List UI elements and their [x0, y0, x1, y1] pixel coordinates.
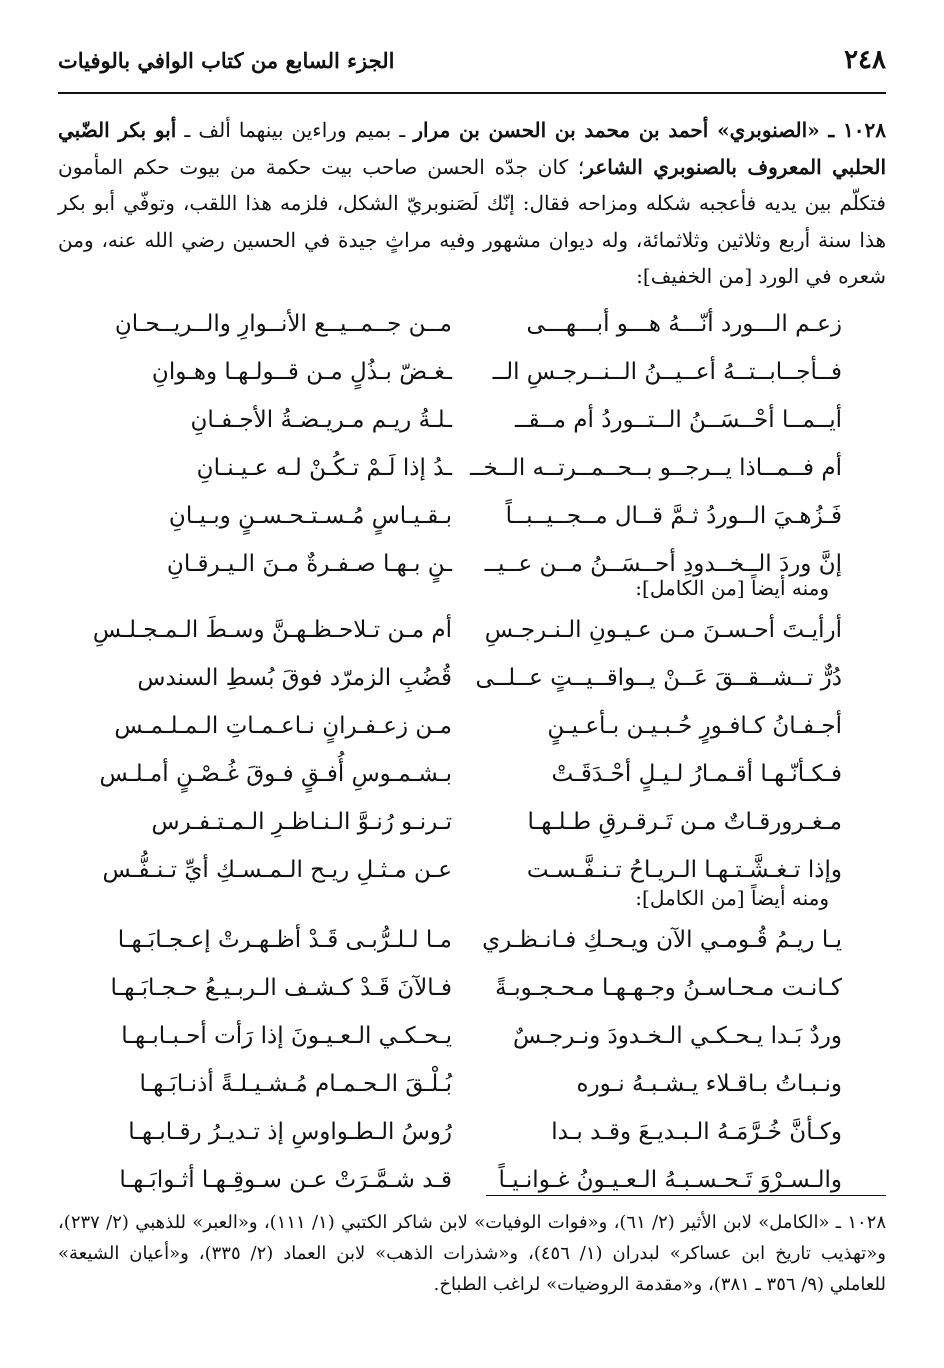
- verse-line: [58, 444, 886, 492]
- verse-first-hemistich: إنَّ وردَ الــخــدودِ أحــسَــنُ مــن عــيــ: [484, 551, 842, 577]
- verse-line: [58, 396, 886, 444]
- verse-second-hemistich: تـرنـو رُنـوَّ الـنـاظـرِ الـمـتـفـرس: [151, 809, 452, 835]
- verse-second-hemistich: بُـلْـقَ الـحـمـام مُـشـيـلـةً أذنـابَـهـا: [139, 1071, 452, 1097]
- entry-intro: [58, 112, 886, 295]
- entry-number: ١٠٢٨ ـ: [819, 118, 886, 142]
- meter-label-3: ومنه أيضاً [من الكامل]:: [635, 886, 829, 910]
- verse-second-hemistich: رُوسُ الـطـواوسِ إذ تـديـرُ رقـابـهـا: [128, 1119, 452, 1145]
- verse-second-hemistich: ـدُ إذا لَـمْ تـكُـنْ لـه عـيـنـانِ: [196, 455, 452, 481]
- footnote: ١٠٢٨ ـ «الكامل» لابن الأثير (٢/ ٦١)، و«فوات الوفيات» لابن شاكر الكتبي (١/ ١١١)، و«العبر» للذهبي (٢/ ٢٣٧)، و«تهذيب تاريخ ابن عساكر» لبدران (١/ ٤٥٦)، و«شذرات الذهب» لابن العماد (٢/ ٣٣٥)، و«أعيان الشيعة» للعاملي (٩/ ٣٥٦ ـ ٣٨١)، و«مقدمة الروضيات» لراغب الطباخ.: [58, 1212, 887, 1295]
- verse-line: [58, 1156, 886, 1204]
- verse-second-hemistich: ـغـضّ بـذُلٍ مـن قــولـهـا وهـوانِ: [151, 359, 452, 385]
- verse-first-hemistich: أيــمــا أحْــسَــنُ الــتــوردُ أم مــقــ: [515, 407, 842, 433]
- verse-first-hemistich: فـكـأنّـهـا أقـمـارُ لـيـلٍ أحْـدَقَـتْ: [551, 761, 842, 787]
- page-number: ٢٤٨: [844, 45, 886, 75]
- verse-first-hemistich: وكـأنَّ خُـرَّمَـهُ الـبـديـعَ وقـد بـدا: [551, 1119, 842, 1145]
- verse-line: [58, 1012, 886, 1060]
- verse-second-hemistich: أم مـن تـلاحـظـهـنَّ وسـطَ الـمـجـلـسِ: [92, 617, 452, 643]
- verse-first-hemistich: فــأجــابــتــهُ أعــيــنُ الــنــرجـسِ الــ: [492, 359, 842, 385]
- verse-second-hemistich: بـشـمـوسِ أُفـقٍ فـوقَ غُـصْـنٍ أمـلـس: [99, 761, 452, 787]
- entry-name: «الصنوبري» أحمد بن محمد بن الحسن بن مرار: [413, 118, 820, 142]
- entry-text-1: ـ بميم وراءين بينهما ألف ـ: [176, 118, 414, 142]
- verse-line: [58, 964, 886, 1012]
- verse-first-hemistich: وإذا تـغـشَّـتـهـا الـريـاحُ تـنـفَّـسـت: [526, 857, 842, 883]
- verse-line: [58, 348, 886, 396]
- verse-first-hemistich: مـغـرورقـاتٌ مـن تَـرقـرقِ طـلـهـا: [527, 809, 842, 835]
- running-title: الجزء السابع من كتاب الوافي بالوفيات: [58, 47, 395, 73]
- verse-first-hemistich: ونـبـاتُ بـاقـلاء يـشـبـهُ نـوره: [576, 1071, 842, 1097]
- page-header: [58, 40, 886, 80]
- verse-first-hemistich: أجـفـانُ كـافـورٍ حُـبـيـن بـأعـيـنٍ: [547, 713, 842, 739]
- verse-line: [58, 798, 886, 846]
- verse-line: [58, 916, 886, 964]
- verse-second-hemistich: بـقـيـاسٍ مُـسـتـحـسـنٍ وبـيـانِ: [168, 503, 452, 529]
- header-rule: [58, 92, 886, 94]
- poem-narcissus: [58, 606, 886, 894]
- verse-second-hemistich: عـن مـثـلِ ريـح الـمـسـكِ أيِّ تـنـفُّـس: [102, 857, 452, 883]
- verse-line: [58, 1108, 886, 1156]
- verse-line: [58, 300, 886, 348]
- meter-label-2: ومنه أيضاً [من الكامل]:: [635, 576, 829, 600]
- verse-second-hemistich: مـا لـلـرُّبـى قَـدْ أظـهـرتْ إعـجـابَـهـا: [117, 927, 452, 953]
- poem-spring: [58, 916, 886, 1204]
- verse-first-hemistich: زعـم الـــورد أنّـــهُ هـــو أبـــهـــى: [526, 311, 842, 337]
- entry-kunya: أبو بكر الضّبي الحلبي المعروف بالصنوبري الشاعر: [58, 118, 887, 179]
- verse-line: [58, 654, 886, 702]
- verse-first-hemistich: والـسـرْوَ تَـحـسـبـهُ الـعـيـونُ غـوانـيـاً: [498, 1167, 842, 1193]
- verse-first-hemistich: يـا ريـمُ قُـومـي الآن ويـحـكِ فـانـظـري: [482, 927, 842, 953]
- verse-second-hemistich: يـحـكـي الـعـيـونَ إذا رَأت أحـبـابـهـا: [121, 1023, 452, 1049]
- verse-line: [58, 750, 886, 798]
- verse-first-hemistich: دُرٌّ تــشــقــقَ عَــنْ يــواقــيــتٍ عــلــى: [475, 665, 842, 691]
- verse-first-hemistich: أرأيـتَ أحـسـنَ مـن عـيـونِ الـنـرجـسِ: [484, 617, 842, 643]
- verse-line: [58, 1060, 886, 1108]
- verse-first-hemistich: أم فــمــاذا يــرجــو بــحــمــرتــه الــخــ: [470, 455, 842, 481]
- verse-line: [58, 702, 886, 750]
- footnote-rule: [486, 1195, 886, 1196]
- verse-second-hemistich: قـد شـمَّـرَتْ عـن سـوقِـهـا أثـوابَـهـا: [119, 1167, 452, 1193]
- verse-line: [58, 492, 886, 540]
- verse-second-hemistich: مـن زعـفـرانٍ نـاعـمـاتِ الـمـلـمـس: [114, 713, 452, 739]
- entry-text-2: ؛ كان جدّه الحسن صاحب بيت حكمة من بيوت حكم المأمون فتكلّم بين يديه فأعجبه شكله ومزاحه فقال: إنّك لَصَنوبريّ الشكل، فلزمه هذا اللقب، وتوفّي أبو بكر هذا سنة أربع وثلاثين وثلاثمائة، وله ديوان مشهور وفيه مراثٍ جيدة في الحسين رضي الله عنه، ومن شعره في الورد [من الخفيف]:: [58, 154, 886, 288]
- verse-second-hemistich: فـالآنَ قَـدْ كـشـف الـربـيـعُ حـجـابَـهـا: [110, 975, 452, 1001]
- verse-second-hemistich: ـلـةُ ريـم مـريـضـةُ الأجـفـانِ: [190, 407, 452, 433]
- verse-second-hemistich: ـنٍ بـهـا صـفـرةٌ مـنَ الـيـرقـانِ: [166, 551, 452, 577]
- verse-second-hemistich: قُضُبِ الزمرّد فوقَ بُسطِ السندس: [137, 665, 452, 691]
- poem-rose: [58, 300, 886, 588]
- verse-first-hemistich: فَـزُهـيَ الــوردُ ثـمَّ قــال مــجــيــبــاً: [505, 503, 842, 529]
- verse-first-hemistich: وردٌ بَـدا يـحـكـي الـخـدودَ ونـرجـسٌ: [513, 1023, 842, 1049]
- verse-line: [58, 606, 886, 654]
- verse-second-hemistich: مــن جــمــيــع الأنــوارِ والــريــحـانِ: [114, 311, 452, 337]
- verse-first-hemistich: كـانـت مـحـاسـنُ وجـهـهـا مـحـجـوبـةً: [495, 975, 842, 1001]
